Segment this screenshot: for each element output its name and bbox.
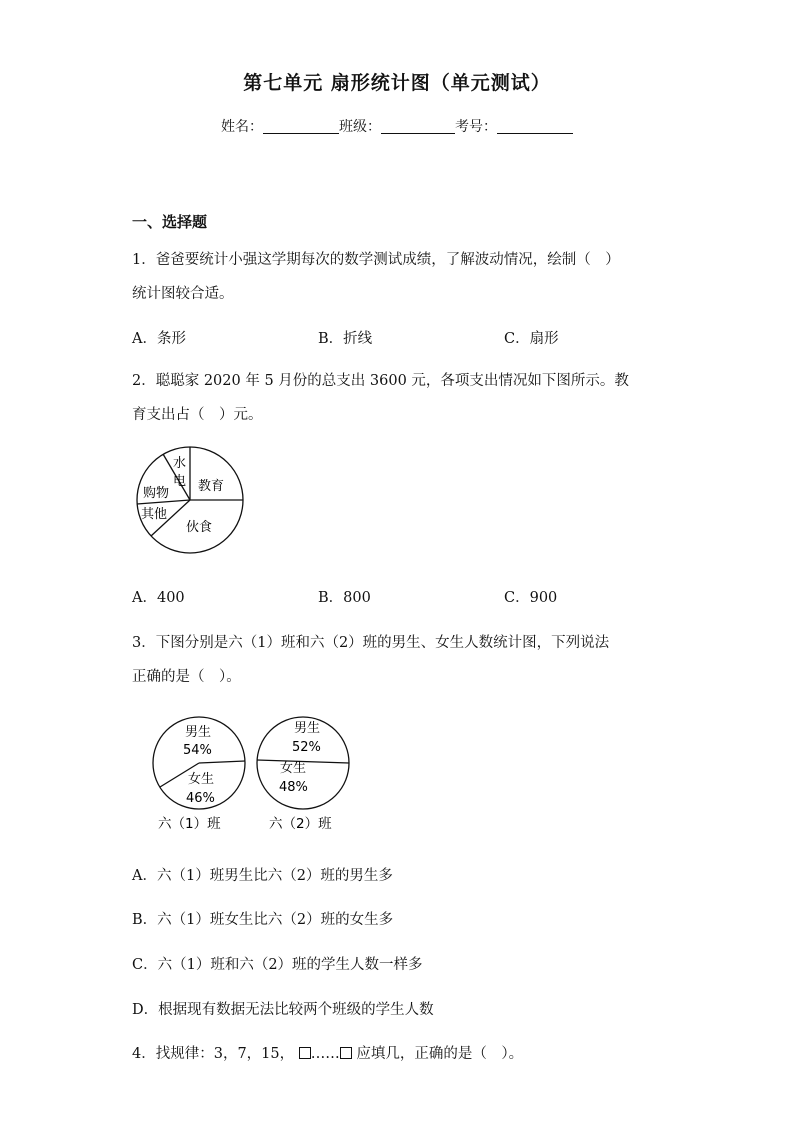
question-4-suffix: 应填几，正确的是（ ）。 xyxy=(356,1046,524,1062)
id-label: 考号： xyxy=(455,119,497,135)
section-heading-choice: 一、选择题 xyxy=(132,213,208,231)
q1-option-b[interactable]: B．折线 xyxy=(318,331,373,347)
expense-pie-chart xyxy=(130,440,250,560)
pie1-girl-label: 女生 xyxy=(188,772,215,787)
blank-box-2[interactable] xyxy=(340,1047,352,1059)
pie-label-edu: 教育 xyxy=(198,479,225,494)
q3-option-a[interactable]: A．六（1）班男生比六（2）班的男生多 xyxy=(132,868,393,884)
pie2-caption: 六（2）班 xyxy=(269,816,332,832)
pie1-boy-pct: 54% xyxy=(183,743,212,758)
question-1 xyxy=(132,243,672,311)
student-info-line xyxy=(0,116,794,136)
question-4-dots: …… xyxy=(310,1046,340,1062)
class-gender-pie-charts xyxy=(148,713,358,838)
pie1-divider xyxy=(199,761,245,763)
name-blank[interactable] xyxy=(263,119,339,134)
pie2-boy-pct: 52% xyxy=(292,740,321,755)
q2-option-a[interactable]: A．400 xyxy=(132,590,185,606)
question-2-line-1: 2．聪聪家 2020 年 5 月份的总支出 3600 元，各项支出情况如下图所示。教 xyxy=(132,373,629,389)
pie-label-food: 伙食 xyxy=(186,520,213,535)
question-2-line-2: 育支出占（ ）元。 xyxy=(132,407,263,423)
question-4 xyxy=(132,1042,523,1063)
class-label: 班级： xyxy=(339,119,381,135)
pie-label-other: 其他 xyxy=(141,507,168,522)
pie1-caption: 六（1）班 xyxy=(158,816,221,832)
id-blank[interactable] xyxy=(497,119,573,134)
question-4-prefix: 4．找规律：3，7，15， xyxy=(132,1046,295,1062)
pie-label-elec: 电 xyxy=(173,474,187,489)
q1-option-a[interactable]: A．条形 xyxy=(132,331,186,347)
pie1-boy-label: 男生 xyxy=(185,725,212,740)
pie2-girl-pct: 48% xyxy=(279,780,308,795)
question-2 xyxy=(132,364,672,432)
name-label: 姓名： xyxy=(221,119,263,135)
pie2-girl-label: 女生 xyxy=(280,761,307,776)
pie1-girl-pct: 46% xyxy=(186,791,215,806)
q1-option-c[interactable]: C．扇形 xyxy=(504,331,559,347)
q2-option-c[interactable]: C．900 xyxy=(504,590,558,606)
question-1-line-2: 统计图较合适。 xyxy=(132,286,234,302)
class-blank[interactable] xyxy=(381,119,455,134)
pie2-boy-label: 男生 xyxy=(294,721,321,736)
q3-option-b[interactable]: B．六（1）班女生比六（2）班的女生多 xyxy=(132,912,394,928)
q2-option-b[interactable]: B．800 xyxy=(318,590,371,606)
page-title: 第七单元 扇形统计图（单元测试） xyxy=(243,72,551,94)
question-1-line-1: 1．爸爸要统计小强这学期每次的数学测试成绩，了解波动情况，绘制（ ） xyxy=(132,252,620,268)
pie-label-shop: 购物 xyxy=(143,486,170,501)
question-3-line-1: 3．下图分别是六（1）班和六（2）班的男生、女生人数统计图，下列说法 xyxy=(132,635,610,651)
pie-label-water: 水 xyxy=(173,456,187,471)
blank-box-1[interactable] xyxy=(299,1047,311,1059)
q3-option-d[interactable]: D．根据现有数据无法比较两个班级的学生人数 xyxy=(132,1002,434,1018)
q3-option-c[interactable]: C．六（1）班和六（2）班的学生人数一样多 xyxy=(132,957,423,973)
question-3-line-2: 正确的是（ ）。 xyxy=(132,669,241,685)
question-3 xyxy=(132,626,672,694)
